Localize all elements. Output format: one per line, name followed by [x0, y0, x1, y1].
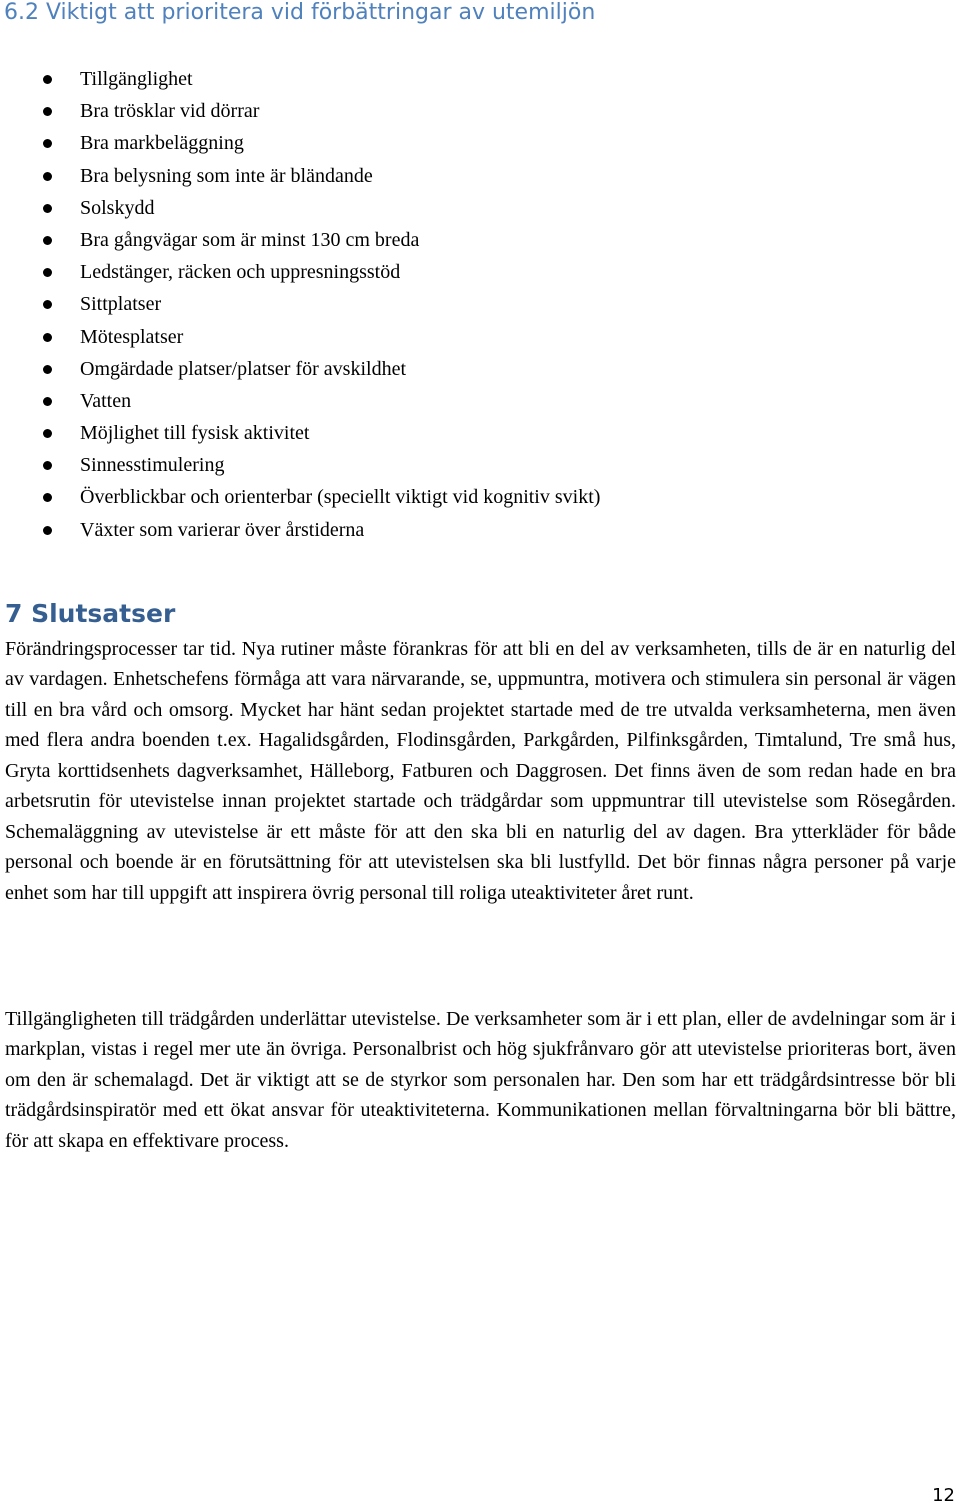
- list-item: [0, 256, 960, 288]
- bullet-icon: [43, 75, 52, 84]
- bullet-icon: [43, 429, 52, 438]
- list-item-text: Sinnesstimulering: [80, 454, 225, 477]
- section-heading-6-2: 6.2 Viktigt att prioritera vid förbättringar av utemiljön: [4, 0, 596, 25]
- bullet-icon: [43, 493, 52, 502]
- bullet-icon: [43, 172, 52, 181]
- list-item-text: Växter som varierar över årstiderna: [80, 518, 365, 541]
- list-item: [0, 385, 960, 417]
- bullet-icon: [43, 236, 52, 245]
- list-item: [0, 514, 960, 546]
- list-item: [0, 321, 960, 353]
- bullet-icon: [43, 461, 52, 470]
- list-item-text: Bra markbeläggning: [80, 132, 244, 155]
- list-item: [0, 353, 960, 385]
- list-item: [0, 192, 960, 224]
- page-number: 12: [932, 1485, 955, 1506]
- bullet-icon: [43, 333, 52, 342]
- conclusions-paragraph-2: Tillgängligheten till trädgården underlättar utevistelse. De verksamheter som är i ett plan, eller de avdelningar som är i markplan, vistas i regel mer ute än övriga. Personalbrist och hög sjukfrånvaro gör att utevistelse prioriteras bort, även om den är schemalagd. Det är viktigt att se de styrkor som personalen har. Den som har ett trädgårdsintresse bör bli trädgårdsinspiratör med ett ökat ansvar för uteaktiviteterna. Kommunikationen mellan förvaltningarna bör bli bättre, för att skapa en effektivare process.: [5, 1008, 956, 1152]
- bullet-icon: [43, 397, 52, 406]
- list-item-text: Bra trösklar vid dörrar: [80, 100, 260, 123]
- list-item: [0, 95, 960, 127]
- bullet-icon: [43, 300, 52, 309]
- list-item-text: Sittplatser: [80, 293, 162, 316]
- list-item: [0, 63, 960, 95]
- bullet-icon: [43, 204, 52, 213]
- bullet-icon: [43, 107, 52, 116]
- list-item-text: Överblickbar och orienterbar (speciellt viktigt vid kognitiv svikt): [80, 486, 601, 509]
- priority-list: [0, 63, 960, 546]
- bullet-icon: [43, 139, 52, 148]
- list-item: [0, 127, 960, 159]
- bullet-icon: [43, 365, 52, 374]
- list-item-text: Solskydd: [80, 196, 155, 219]
- list-item-text: Mötesplatser: [80, 325, 184, 348]
- list-item: [0, 417, 960, 449]
- list-item: [0, 160, 960, 192]
- conclusions-paragraph-1: Förändringsprocesser tar tid. Nya rutiner måste förankras för att bli en del av verksamheten, tills de är en naturlig del av vardagen. Enhetschefens förmåga att vara närvarande, se, uppmuntra, motivera och stimulera sin personal är vägen till en bra vård och omsorg. Mycket har hänt sedan projektet startade med de tre utvalda verksamheterna, men även med flera andra boenden t.ex. Hagalidsgården, Flodinsgården, Parkgården, Pilfinksgården, Timtalund, Tre små hus, Gryta korttidsenhets dagverksamhet, Hälleborg, Fatburen och Daggrosen. Det finns även de som redan hade en bra arbetsrutin för utevistelse innan projektet startade och trädgårdar som uppmuntrar till utevistelse som Rösegården. Schemaläggning av utevistelse är ett måste för att den ska bli en naturlig del av dagen. Bra ytterkläder för både personal och boende är en förutsättning för att utevistelsen ska bli lustfylld. Det bör finnas några personer på varje enhet som har till uppgift att inspirera övrig personal till roliga uteaktiviteter året runt.: [5, 638, 956, 904]
- list-item-text: Ledstänger, räcken och uppresningsstöd: [80, 261, 401, 284]
- list-item: [0, 288, 960, 320]
- list-item-text: Tillgänglighet: [80, 68, 193, 90]
- bullet-icon: [43, 526, 52, 535]
- list-item-text: Omgärdade platser/platser för avskildhet: [80, 357, 406, 380]
- list-item-text: Möjlighet till fysisk aktivitet: [80, 422, 310, 445]
- section-heading-7: 7 Slutsatser: [5, 599, 176, 628]
- list-item-text: Vatten: [80, 389, 132, 412]
- bullet-icon: [43, 268, 52, 277]
- list-item: [0, 449, 960, 481]
- list-item: [0, 481, 960, 513]
- list-item: [0, 224, 960, 256]
- list-item-text: Bra belysning som inte är bländande: [80, 164, 373, 187]
- list-item-text: Bra gångvägar som är minst 130 cm breda: [80, 228, 420, 251]
